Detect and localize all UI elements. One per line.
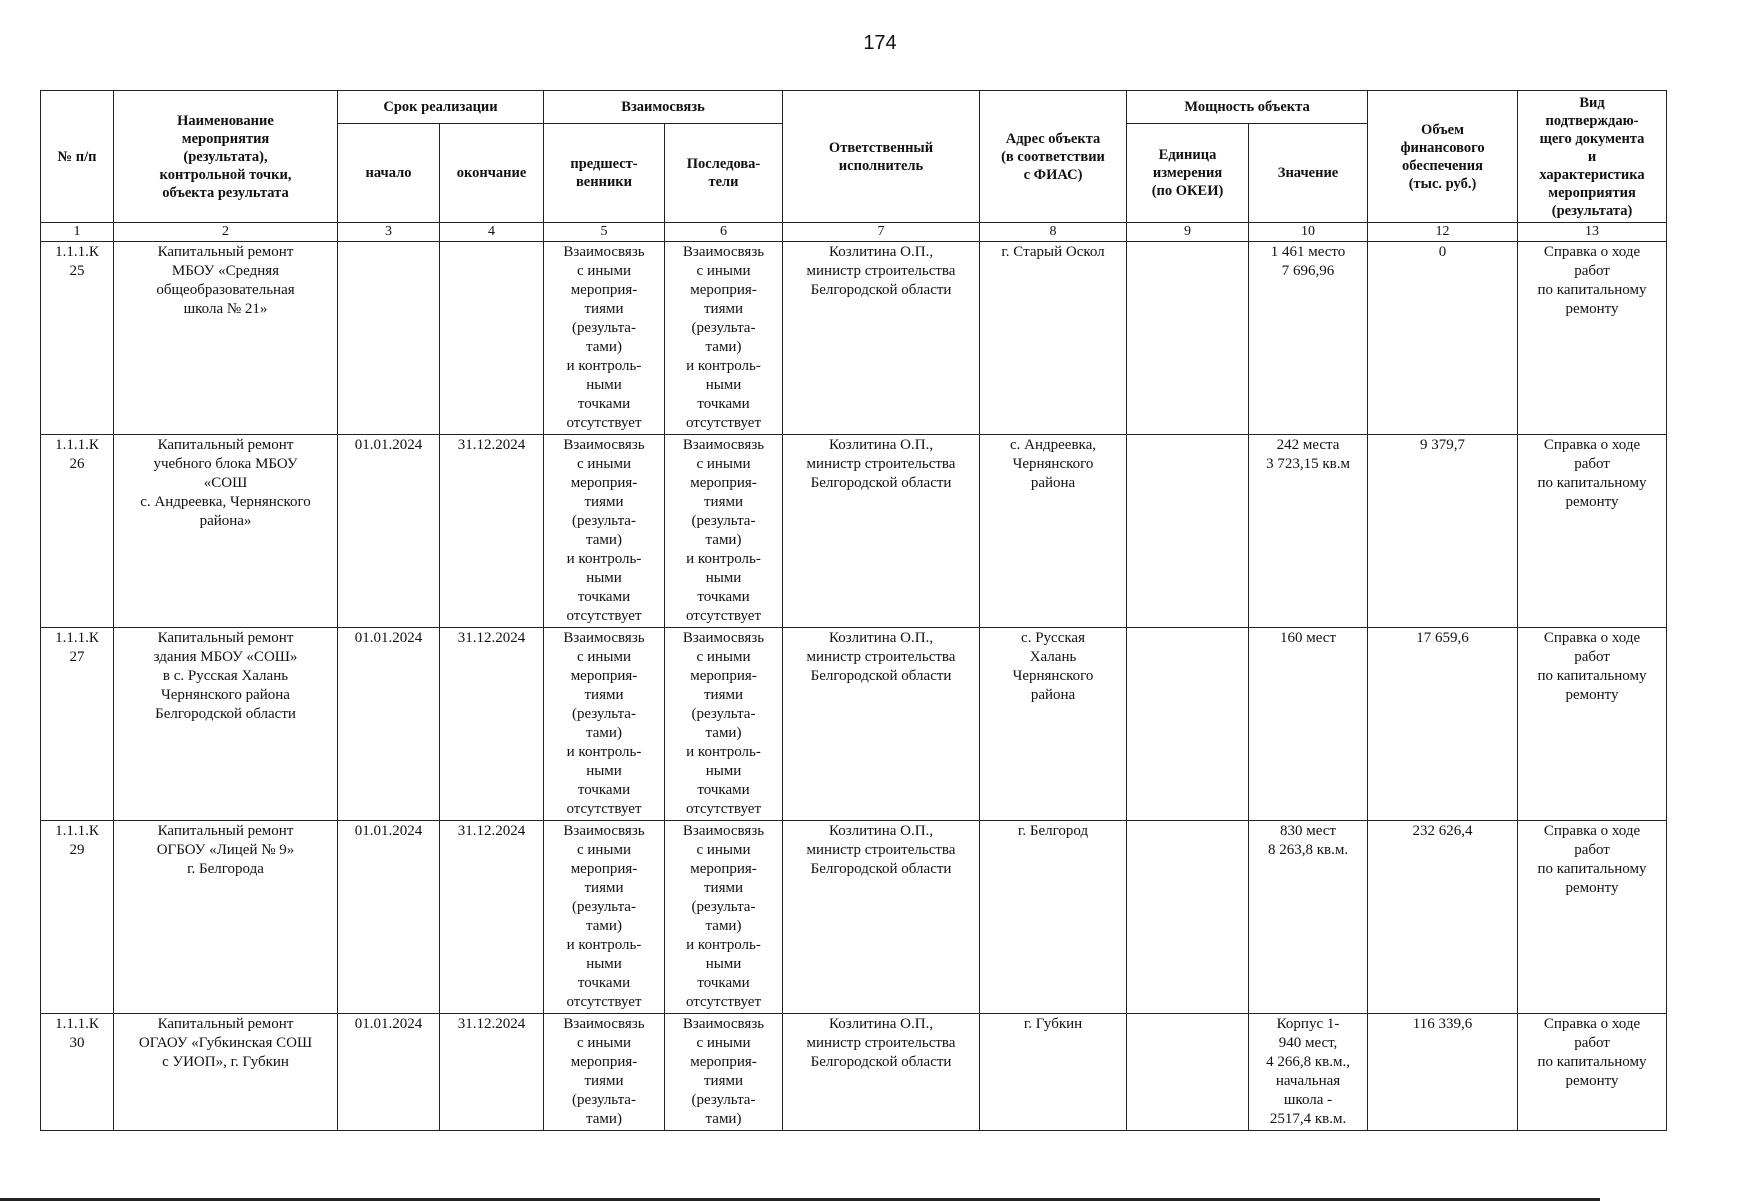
column-number: 12 — [1368, 223, 1518, 242]
column-number: 7 — [783, 223, 980, 242]
cell-end: 31.12.2024 — [440, 628, 544, 821]
column-number: 13 — [1518, 223, 1667, 242]
column-number: 6 — [665, 223, 783, 242]
cell-predecessors: Взаимосвязь с иными мероприя- тиями (результа- тами) — [544, 1014, 665, 1131]
cell-successors: Взаимосвязь с иными мероприя- тиями (результа- тами) и контроль- ными точками отсутствует — [665, 628, 783, 821]
cell-unit — [1127, 1014, 1249, 1131]
cell-value: 242 места 3 723,15 кв.м — [1249, 435, 1368, 628]
header-term: Срок реализации — [338, 91, 544, 124]
column-number: 5 — [544, 223, 665, 242]
cell-end: 31.12.2024 — [440, 1014, 544, 1131]
column-number: 1 — [41, 223, 114, 242]
cell-unit — [1127, 628, 1249, 821]
header-doc: Вид подтверждаю- щего документа и характеристика мероприятия (результата) — [1518, 91, 1667, 223]
table-row — [41, 821, 1667, 1014]
column-number: 8 — [980, 223, 1127, 242]
header-value: Значение — [1249, 124, 1368, 223]
cell-doc: Справка о ходе работ по капитальному ремонту — [1518, 1014, 1667, 1131]
header-predecessors: предшест- венники — [544, 124, 665, 223]
cell-executor: Козлитина О.П., министр строительства Белгородской области — [783, 821, 980, 1014]
page-number: 174 — [863, 32, 897, 54]
cell-start: 01.01.2024 — [338, 1014, 440, 1131]
cell-name: Капитальный ремонт МБОУ «Средняя общеобразовательная школа № 21» — [114, 242, 338, 435]
cell-start — [338, 242, 440, 435]
cell-name: Капитальный ремонт учебного блока МБОУ «СОШ с. Андреевка, Чернянского района» — [114, 435, 338, 628]
cell-num: 1.1.1.К 27 — [41, 628, 114, 821]
header-successors: Последова- тели — [665, 124, 783, 223]
cell-start: 01.01.2024 — [338, 821, 440, 1014]
header-finance: Объем финансового обеспечения (тыс. руб.) — [1368, 91, 1518, 223]
cell-predecessors: Взаимосвязь с иными мероприя- тиями (результа- тами) и контроль- ными точками отсутствует — [544, 435, 665, 628]
cell-doc: Справка о ходе работ по капитальному ремонту — [1518, 242, 1667, 435]
column-number: 2 — [114, 223, 338, 242]
header-unit: Единица измерения (по ОКЕИ) — [1127, 124, 1249, 223]
column-number: 3 — [338, 223, 440, 242]
table-row — [41, 242, 1667, 435]
header-name: Наименование мероприятия (результата), контрольной точки, объекта результата — [114, 91, 338, 223]
header-link: Взаимосвязь — [544, 91, 783, 124]
cell-start: 01.01.2024 — [338, 628, 440, 821]
cell-address: г. Белгород — [980, 821, 1127, 1014]
header-capacity: Мощность объекта — [1127, 91, 1368, 124]
cell-finance: 9 379,7 — [1368, 435, 1518, 628]
header-address: Адрес объекта (в соответствии с ФИАС) — [980, 91, 1127, 223]
table-row — [41, 435, 1667, 628]
cell-unit — [1127, 435, 1249, 628]
cell-address: г. Старый Оскол — [980, 242, 1127, 435]
cell-successors: Взаимосвязь с иными мероприя- тиями (результа- тами) и контроль- ными точками отсутствует — [665, 821, 783, 1014]
header-end: окончание — [440, 124, 544, 223]
cell-executor: Козлитина О.П., министр строительства Белгородской области — [783, 242, 980, 435]
table-row — [41, 1014, 1667, 1131]
cell-unit — [1127, 821, 1249, 1014]
cell-value: 830 мест 8 263,8 кв.м. — [1249, 821, 1368, 1014]
cell-executor: Козлитина О.П., министр строительства Белгородской области — [783, 628, 980, 821]
cell-doc: Справка о ходе работ по капитальному ремонту — [1518, 821, 1667, 1014]
cell-name: Капитальный ремонт здания МБОУ «СОШ» в с. Русская Халань Чернянского района Белгородской области — [114, 628, 338, 821]
cell-num: 1.1.1.К 29 — [41, 821, 114, 1014]
cell-name: Капитальный ремонт ОГБОУ «Лицей № 9» г. Белгорода — [114, 821, 338, 1014]
cell-executor: Козлитина О.П., министр строительства Белгородской области — [783, 435, 980, 628]
cell-executor: Козлитина О.П., министр строительства Белгородской области — [783, 1014, 980, 1131]
cell-successors: Взаимосвязь с иными мероприя- тиями (результа- тами) и контроль- ными точками отсутствует — [665, 435, 783, 628]
cell-value: Корпус 1- 940 мест, 4 266,8 кв.м., начальная школа - 2517,4 кв.м. — [1249, 1014, 1368, 1131]
cell-predecessors: Взаимосвязь с иными мероприя- тиями (результа- тами) и контроль- ными точками отсутствует — [544, 242, 665, 435]
cell-finance: 0 — [1368, 242, 1518, 435]
cell-address: с. Русская Халань Чернянского района — [980, 628, 1127, 821]
table-row — [41, 628, 1667, 821]
cell-end — [440, 242, 544, 435]
column-numbers-row — [41, 223, 1667, 242]
column-number: 9 — [1127, 223, 1249, 242]
cell-finance: 116 339,6 — [1368, 1014, 1518, 1131]
measures-table — [40, 90, 1667, 1131]
cell-num: 1.1.1.К 30 — [41, 1014, 114, 1131]
header-start: начало — [338, 124, 440, 223]
cell-end: 31.12.2024 — [440, 821, 544, 1014]
cell-end: 31.12.2024 — [440, 435, 544, 628]
cell-address: с. Андреевка, Чернянского района — [980, 435, 1127, 628]
cell-successors: Взаимосвязь с иными мероприя- тиями (результа- тами) — [665, 1014, 783, 1131]
cell-predecessors: Взаимосвязь с иными мероприя- тиями (результа- тами) и контроль- ными точками отсутствует — [544, 821, 665, 1014]
cell-unit — [1127, 242, 1249, 435]
column-number: 4 — [440, 223, 544, 242]
column-number: 10 — [1249, 223, 1368, 242]
cell-successors: Взаимосвязь с иными мероприя- тиями (результа- тами) и контроль- ными точками отсутствует — [665, 242, 783, 435]
cell-value: 1 461 место 7 696,96 — [1249, 242, 1368, 435]
cell-name: Капитальный ремонт ОГАОУ «Губкинская СОШ с УИОП», г. Губкин — [114, 1014, 338, 1131]
cell-finance: 232 626,4 — [1368, 821, 1518, 1014]
cell-value: 160 мест — [1249, 628, 1368, 821]
cell-predecessors: Взаимосвязь с иными мероприя- тиями (результа- тами) и контроль- ными точками отсутствует — [544, 628, 665, 821]
cell-doc: Справка о ходе работ по капитальному ремонту — [1518, 435, 1667, 628]
cell-finance: 17 659,6 — [1368, 628, 1518, 821]
header-num: № п/п — [41, 91, 114, 223]
cell-doc: Справка о ходе работ по капитальному ремонту — [1518, 628, 1667, 821]
cell-address: г. Губкин — [980, 1014, 1127, 1131]
cell-start: 01.01.2024 — [338, 435, 440, 628]
header-executor: Ответственный исполнитель — [783, 91, 980, 223]
cell-num: 1.1.1.К 25 — [41, 242, 114, 435]
cell-num: 1.1.1.К 26 — [41, 435, 114, 628]
